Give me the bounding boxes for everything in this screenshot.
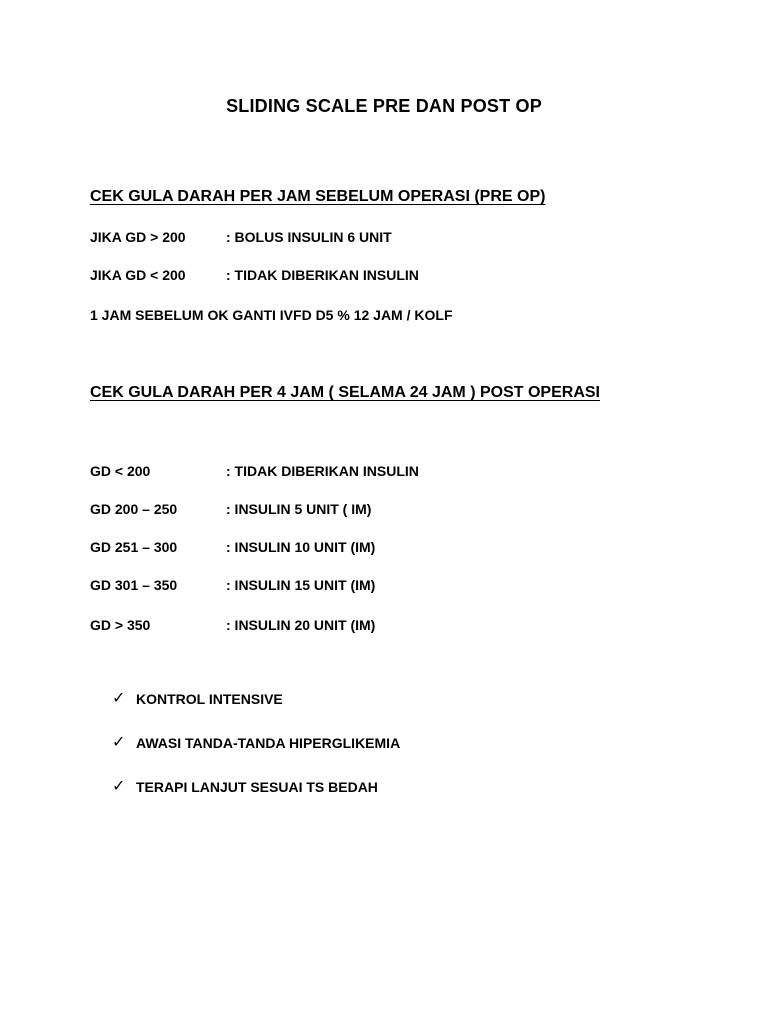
checklist-item-label: TERAPI LANJUT SESUAI TS BEDAH xyxy=(136,779,378,795)
pre-op-note: 1 JAM SEBELUM OK GANTI IVFD D5 % 12 JAM / KOLF xyxy=(90,307,453,323)
post-op-heading: CEK GULA DARAH PER 4 JAM ( SELAMA 24 JAM ) POST OPERASI xyxy=(90,384,600,401)
pre-op-condition: JIKA GD > 200 xyxy=(90,229,186,245)
post-op-action: : INSULIN 10 UNIT (IM) xyxy=(226,539,376,555)
post-op-action: : TIDAK DIBERIKAN INSULIN xyxy=(226,463,419,479)
pre-op-action: : BOLUS INSULIN 6 UNIT xyxy=(226,229,392,245)
checklist-item xyxy=(112,735,400,751)
post-op-condition: GD < 200 xyxy=(90,463,151,479)
post-op-condition: GD > 350 xyxy=(90,617,151,633)
post-op-action: : INSULIN 20 UNIT (IM) xyxy=(226,617,376,633)
post-op-condition: GD 301 – 350 xyxy=(90,577,178,593)
post-op-condition: GD 200 – 250 xyxy=(90,501,178,517)
pre-op-heading: CEK GULA DARAH PER JAM SEBELUM OPERASI (PRE OP) xyxy=(90,188,546,205)
post-op-action: : INSULIN 15 UNIT (IM) xyxy=(226,577,376,593)
checkmark-icon: ✓ xyxy=(112,734,126,751)
checklist-item xyxy=(112,691,283,707)
post-op-condition: GD 251 – 300 xyxy=(90,539,178,555)
pre-op-action: : TIDAK DIBERIKAN INSULIN xyxy=(226,267,419,283)
checklist-item-label: KONTROL INTENSIVE xyxy=(136,691,283,707)
checkmark-icon: ✓ xyxy=(112,778,126,795)
checklist-item xyxy=(112,779,378,795)
pre-op-condition: JIKA GD < 200 xyxy=(90,267,186,283)
post-op-action: : INSULIN 5 UNIT ( IM) xyxy=(226,501,372,517)
checkmark-icon: ✓ xyxy=(112,690,126,707)
document-title: SLIDING SCALE PRE DAN POST OP xyxy=(226,96,542,116)
checklist-item-label: AWASI TANDA-TANDA HIPERGLIKEMIA xyxy=(136,735,401,751)
